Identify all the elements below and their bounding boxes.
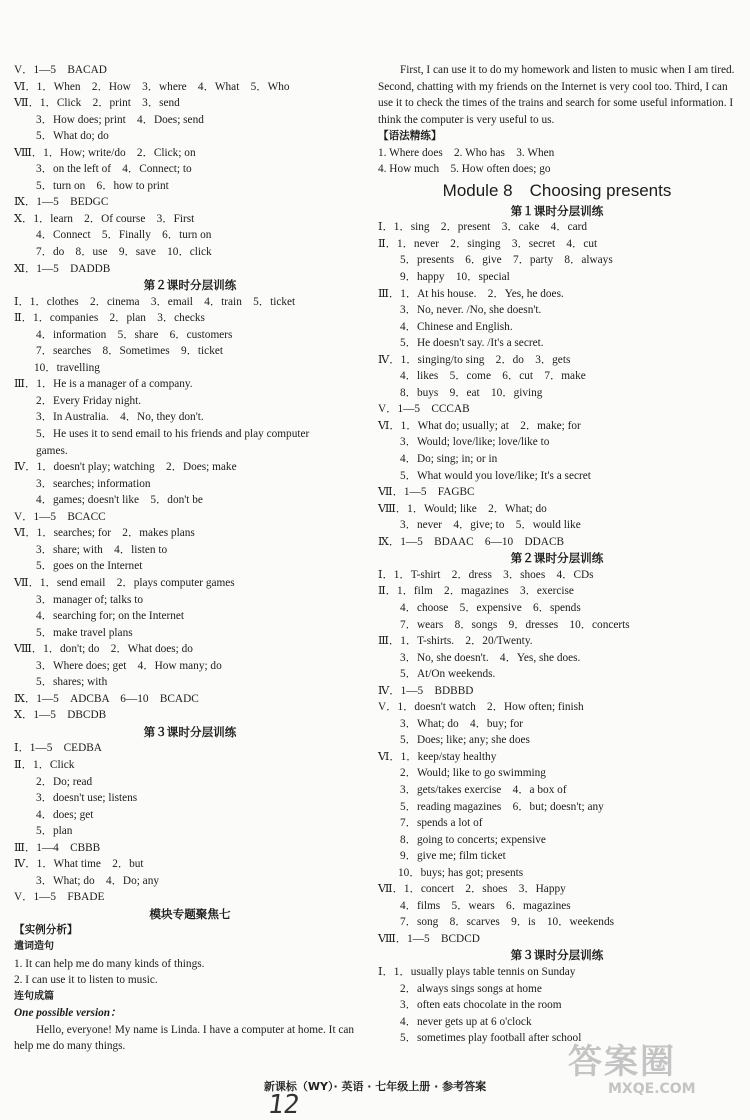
answer-subline: 4．does; get xyxy=(36,808,94,821)
answer-subline: 10．buys; has got; presents xyxy=(398,866,524,879)
answer-subline: 3．doesn't use; listens xyxy=(36,792,138,805)
answer-subline: 10．travelling xyxy=(34,361,100,374)
lesson-heading: 第１课时分层训练 xyxy=(510,203,604,218)
subsection-label: 遣词造句 xyxy=(14,940,54,952)
module-title: Module 8 Choosing presents xyxy=(442,180,672,200)
lesson-heading: 模块专题聚焦七 xyxy=(149,906,231,921)
answer-subline: 5．make travel plans xyxy=(36,626,133,639)
answer-subline: 7．do 8．use 9．save 10．click xyxy=(36,246,212,259)
answer-line: Ⅹ．1．learn 2．Of course 3．First xyxy=(14,212,195,225)
right-answer-column xyxy=(378,62,736,1047)
answer-line: Ⅶ．1．send email 2．plays computer games xyxy=(14,576,235,589)
answer-subline: 5．He uses it to send email to his friends and play computer xyxy=(36,428,310,441)
answer-line: Ⅷ．1．How; write/do 2．Click; on xyxy=(14,146,196,159)
answer-subline: 7．spends a lot of xyxy=(400,817,483,830)
answer-line: Ⅳ．1．What time 2．but xyxy=(14,858,144,871)
answer-subline: 3．Where does; get 4．How many; do xyxy=(36,659,222,672)
answer-subline: 3．What; do 4．buy; for xyxy=(400,717,523,730)
answer-subline: 5．turn on 6．how to print xyxy=(36,179,169,192)
answer-line: Ⅲ．1．T-shirts. 2．20/Twenty. xyxy=(378,635,533,648)
answer-subline: 4．choose 5．expensive 6．spends xyxy=(400,601,581,614)
answer-subline: 8．going to concerts; expensive xyxy=(400,833,546,846)
sample-paragraph: First, I can use it to do my homework and listen to music when I am tired. Second, chatting with my friends on the Internet is very cool too. Third, I can use it to check the times of the trains and search for some useful information. I think the computer is very useful to us. xyxy=(378,64,735,126)
answer-subline: 5．plan xyxy=(36,825,73,838)
answer-subline: 3．No, she doesn't. 4．Yes, she does. xyxy=(400,651,581,664)
answer-subline: 3．on the left of 4．Connect; to xyxy=(36,163,192,176)
answer-line: Ⅷ．1—5 BCDCD xyxy=(378,932,480,945)
answer-line: Ⅳ．1—5 BDBBD xyxy=(378,684,474,697)
answer-subline: 5．goes on the Internet xyxy=(36,560,143,573)
answer-line: Ⅶ．1．concert 2．shoes 3．Happy xyxy=(378,883,566,896)
answer-line: Ⅵ．1．What do; usually; at 2．make; for xyxy=(378,419,581,432)
answer-line: Ⅵ．1．When 2．How 3．where 4．What 5．Who xyxy=(14,80,290,93)
answer-subline: 3．gets/takes exercise 4．a box of xyxy=(400,783,567,796)
answer-line: Ⅷ．1．Would; like 2．What; do xyxy=(378,502,547,515)
answer-subline: 9．happy 10．special xyxy=(400,271,510,284)
subsection-label: 连句成篇 xyxy=(14,990,54,1002)
answer-line: Ⅰ．1．usually plays table tennis on Sunday xyxy=(378,965,576,978)
answer-line: Ⅰ．1．sing 2．present 3．cake 4．card xyxy=(378,221,588,234)
answer-subline: 4．films 5．wears 6．magazines xyxy=(400,899,571,912)
answer-subline: 3．In Australia. 4．No, they don't. xyxy=(36,411,204,424)
answer-line: Ⅺ．1—5 DADDB xyxy=(14,262,111,275)
answer-line: Ⅰ．1．clothes 2．cinema 3．email 4．train 5．ticket xyxy=(14,295,296,308)
answer-subline: 5．sometimes play football after school xyxy=(400,1032,582,1045)
answer-line: Ⅵ．1．searches; for 2．makes plans xyxy=(14,527,195,540)
answer-subline: 3．share; with 4．listen to xyxy=(36,543,168,556)
answer-subline: 5．What do; do xyxy=(36,130,109,143)
section-label: 【实例分析】 xyxy=(14,924,78,937)
answer-line: 2. I can use it to listen to music. xyxy=(14,974,158,987)
answer-subline: 5．reading magazines 6．but; doesn't; any xyxy=(400,800,604,813)
answer-line: Ⅱ．1．Click xyxy=(14,758,75,771)
answer-subline: 4．searching for; on the Internet xyxy=(36,610,185,623)
lesson-heading: 第２课时分层训练 xyxy=(143,278,237,293)
answer-line: Ⅸ．1—5 BDAAC 6—10 DDACB xyxy=(378,535,565,548)
answer-subline: 3．searches; information xyxy=(36,477,151,490)
answer-subline: 3．No, never. /No, she doesn't. xyxy=(400,304,542,317)
answer-line: V．1—5 CCCAB xyxy=(378,403,470,416)
answer-subline: 2．Would; like to go swimming xyxy=(400,767,546,780)
handwritten-page-number: 12 xyxy=(265,1090,302,1120)
answer-subline: 3．Would; love/like; love/like to xyxy=(400,436,550,449)
watermark-en: MXQE.COM xyxy=(608,1081,696,1097)
answer-subline: 7．wears 8．songs 9．dresses 10．concerts xyxy=(400,618,630,631)
answer-subline: 4．Chinese and English. xyxy=(400,320,513,333)
answer-subline: 2．always sings songs at home xyxy=(400,982,542,995)
answer-subline: 4．likes 5．come 6．cut 7．make xyxy=(400,370,586,383)
answer-line: Ⅱ．1．film 2．magazines 3．exercise xyxy=(378,585,574,598)
answer-subline: 4．information 5．share 6．customers xyxy=(36,328,233,341)
answer-line: Ⅰ．1—5 CEDBA xyxy=(14,742,102,755)
answer-line: Ⅵ．1．keep/stay healthy xyxy=(378,750,497,763)
answer-subline: 5．presents 6．give 7．party 8．always xyxy=(400,254,613,267)
sample-paragraph: Hello, everyone! My name is Linda. I have a computer at home. It can help me do many things. xyxy=(14,1023,355,1053)
lesson-heading: 第３课时分层训练 xyxy=(510,948,604,963)
answer-subline: 7．song 8．scarves 9．is 10．weekends xyxy=(400,916,614,929)
answer-subline: 8．buys 9．eat 10．giving xyxy=(400,386,543,399)
answer-subline: 5．He doesn't say. /It's a secret. xyxy=(400,337,544,350)
answer-line: 1. Where does 2. Who has 3. When xyxy=(378,146,555,159)
answer-subline: 4．Connect 5．Finally 6．turn on xyxy=(36,229,212,242)
lesson-heading: 第３课时分层训练 xyxy=(143,724,237,739)
answer-subline: 2．Every Friday night. xyxy=(36,394,142,407)
answer-line: V．1．doesn't watch 2．How often; finish xyxy=(378,701,584,714)
answer-subline: games. xyxy=(36,444,68,457)
answer-subline: 5．What would you love/like; It's a secret xyxy=(400,469,591,482)
answer-line: V．1—5 BCACC xyxy=(14,510,106,523)
sample-version-label: One possible version： xyxy=(14,1007,122,1020)
answer-subline: 4．games; doesn't like 5．don't be xyxy=(36,494,203,507)
answer-line: Ⅱ．1．companies 2．plan 3．checks xyxy=(14,312,205,325)
answer-line: V．1—5 FBADE xyxy=(14,891,105,904)
answer-subline: 3．manager of; talks to xyxy=(36,593,143,606)
answer-subline: 2．Do; read xyxy=(36,775,93,788)
answer-subline: 3．never 4．give; to 5．would like xyxy=(400,519,581,532)
answer-subline: 4．Do; sing; in; or in xyxy=(400,453,498,466)
page-footer: 新课标（WY）· 英语 · 七年级上册 · 参考答案 xyxy=(263,1080,487,1093)
answer-line: Ⅶ．1—5 FAGBC xyxy=(378,486,475,499)
watermark-logo xyxy=(568,1034,738,1114)
answer-line: 1. It can help me do many kinds of things. xyxy=(14,957,205,970)
answer-line: Ⅱ．1．never 2．singing 3．secret 4．cut xyxy=(378,237,598,250)
answer-line: Ⅲ．1．At his house. 2．Yes, he does. xyxy=(378,287,564,300)
answer-line: Ⅷ．1．don't; do 2．What does; do xyxy=(14,643,193,656)
answer-line: Ⅸ．1—5 ADCBA 6—10 BCADC xyxy=(14,692,199,705)
answer-line: Ⅹ．1—5 DBCDB xyxy=(14,709,107,722)
answer-line: 4. How much 5. How often does; go xyxy=(378,163,551,176)
answer-line: Ⅰ．1．T-shirt 2．dress 3．shoes 4．CDs xyxy=(378,568,594,581)
answer-line: Ⅳ．1．singing/to sing 2．do 3．gets xyxy=(378,353,571,366)
answer-subline: 5．At/On weekends. xyxy=(400,668,496,681)
answer-subline: 5．shares; with xyxy=(36,676,108,689)
answer-subline: 5．Does; like; any; she does xyxy=(400,734,530,747)
answer-line: Ⅶ．1．Click 2．print 3．send xyxy=(14,97,180,110)
answer-subline: 4．never gets up at 6 o'clock xyxy=(400,1015,532,1028)
watermark-cn: 答案圈 xyxy=(568,1042,676,1082)
left-answer-column xyxy=(14,62,366,1055)
answer-subline: 9．give me; film ticket xyxy=(400,850,506,863)
answer-subline: 3．often eats chocolate in the room xyxy=(400,999,562,1012)
answer-subline: 3．How does; print 4．Does; send xyxy=(36,113,204,126)
lesson-heading: 第２课时分层训练 xyxy=(510,551,604,566)
answer-line: Ⅳ．1．doesn't play; watching 2．Does; make xyxy=(14,461,237,474)
answer-line: Ⅲ．1—4 CBBB xyxy=(14,841,101,854)
answer-subline: 3．What; do 4．Do; any xyxy=(36,874,159,887)
answer-line: Ⅲ．1．He is a manager of a company. xyxy=(14,378,193,391)
answer-subline: 7．searches 8．Sometimes 9．ticket xyxy=(36,345,223,358)
section-label: 【语法精练】 xyxy=(378,130,442,143)
answer-line: V．1—5 BACAD xyxy=(14,64,107,76)
answer-line: Ⅸ．1—5 BEDGC xyxy=(14,196,109,209)
